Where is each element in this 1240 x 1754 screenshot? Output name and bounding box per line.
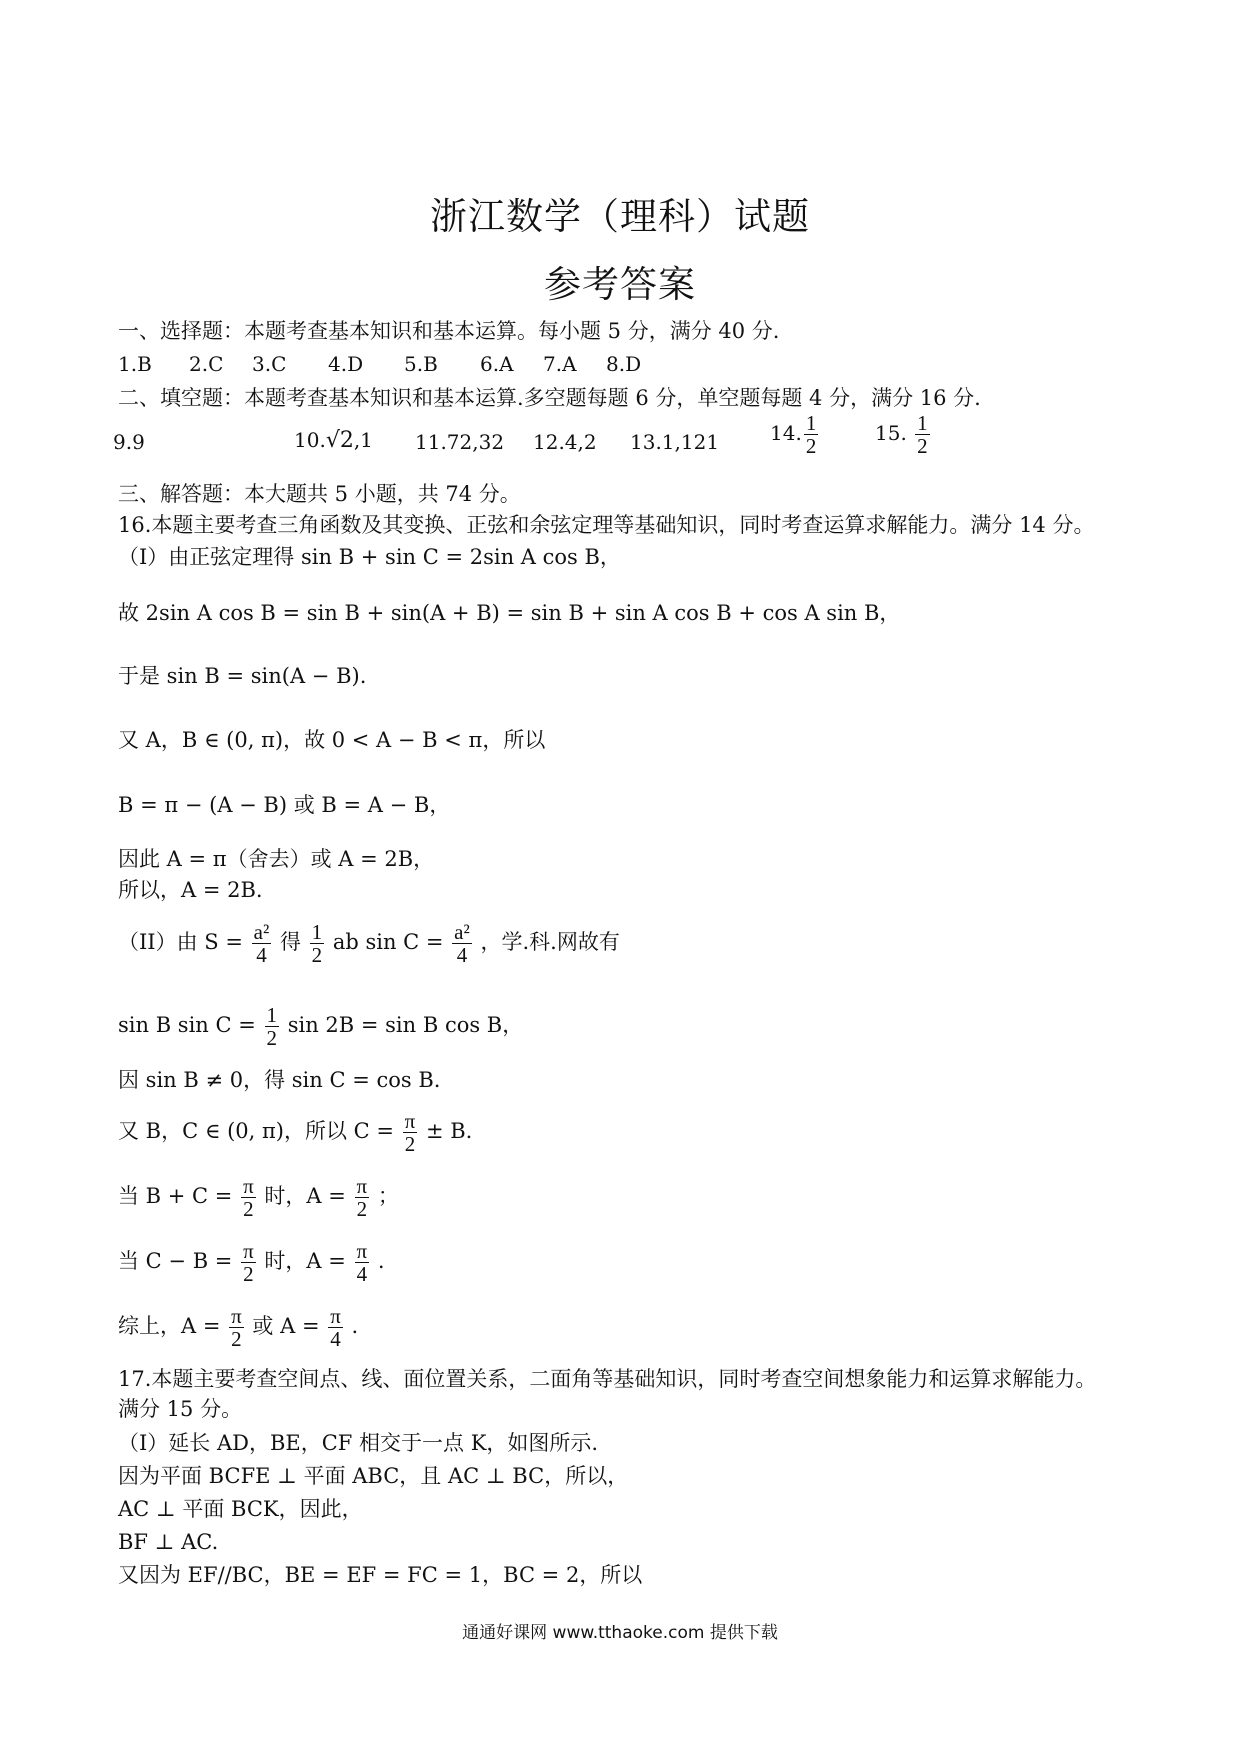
answer-8: 8.D (606, 352, 642, 376)
answer-4: 4.D (328, 352, 364, 376)
answer-5: 5.B (404, 352, 438, 376)
q16-line14: 综上，A = $\frac{\pi}{2}$ 或 A = $\frac{\pi}{4}$ . (118, 1304, 359, 1351)
section2-heading: 二、填空题：本题考查基本知识和基本运算.多空题每题 6 分，单空题每题 4 分，满分 16 分. (118, 386, 981, 410)
page-footer: 通通好课网 www.tthaoke.com 提供下载 (462, 1623, 778, 1643)
answer-6: 6.A (480, 352, 514, 376)
answer-13: 13.1,121 (630, 430, 720, 454)
q16-line8: （II）由 S = $\frac{\text{a²}}{4}$ 得 $\frac{1}{2}$ ab sin C = $\frac{\text{a²}}{4}$ ，学.科.网故有 (118, 920, 620, 967)
q16-line13: 当 C − B = $\frac{\pi}{2}$ 时，A = $\frac{\pi}{4}$ . (118, 1239, 385, 1286)
page-title: 浙江数学（理科）试题 (430, 195, 810, 238)
page-subtitle: 参考答案 (544, 263, 696, 306)
q16-line1: （I）由正弦定理得 sin B + sin C = 2sin A cos B， (118, 545, 621, 569)
answer-10: 10.√2,1 (294, 428, 373, 453)
q16-intro: 16.本题主要考查三角函数及其变换、正弦和余弦定理等基础知识，同时考查运算求解能力。满分 14 分。 (118, 513, 1095, 537)
answer-3: 3.C (252, 352, 287, 376)
answer-7: 7.A (543, 352, 577, 376)
q16-line2: 故 2sin A cos B = sin B + sin(A + B) = sin B + sin A cos B + cos A sin B， (118, 601, 901, 625)
q16-line6: 因此 A = π（舍去）或 A = 2B， (118, 847, 435, 871)
q17-line1: （I）延长 AD，BE，CF 相交于一点 K，如图所示. (118, 1431, 599, 1455)
answer-11: 11.72,32 (415, 430, 505, 454)
answer-12: 12.4,2 (533, 430, 597, 454)
q16-line10: 因 sin B ≠ 0，得 sin C = cos B. (118, 1068, 441, 1092)
q16-line12: 当 B + C = $\frac{\pi}{2}$ 时，A = $\frac{\pi}{2}$ ； (118, 1174, 399, 1221)
q17-line2: 因为平面 BCFE ⊥ 平面 ABC，且 AC ⊥ BC，所以， (118, 1464, 629, 1488)
answer-2: 2.C (189, 352, 224, 376)
answer-14: 14. $\frac{1}{2}$ (770, 411, 817, 458)
q16-line3: 于是 sin B = sin(A − B). (118, 664, 367, 688)
answer-1: 1.B (118, 352, 152, 376)
q17-intro-line1: 17.本题主要考查空间点、线、面位置关系，二面角等基础知识，同时考查空间想象能力和运算求解能力。 (118, 1367, 1097, 1391)
q16-line7: 所以，A = 2B. (118, 878, 263, 902)
q16-line5: B = π − (A − B) 或 B = A − B， (118, 793, 451, 817)
answer-9: 9.9 (113, 430, 145, 454)
section3-heading: 三、解答题：本大题共 5 小题，共 74 分。 (118, 482, 521, 506)
q17-intro-line2: 满分 15 分。 (118, 1397, 243, 1421)
q16-line4: 又 A，B ∈ (0, π)，故 0 < A − B < π，所以 (118, 728, 546, 752)
q16-line9: sin B sin C = $\frac{1}{2}$ sin 2B = sin B cos B， (118, 1003, 524, 1050)
answer-15: 15. $\frac{1}{2}$ (875, 411, 928, 458)
q16-line11: 又 B，C ∈ (0, π)，所以 C = $\frac{\pi}{2}$ ± B. (118, 1109, 473, 1156)
q17-line3: AC ⊥ 平面 BCK，因此， (118, 1497, 363, 1521)
q17-line4: BF ⊥ AC. (118, 1530, 219, 1554)
q17-line5: 又因为 EF//BC，BE = EF = FC = 1，BC = 2，所以 (118, 1563, 643, 1587)
section1-heading: 一、选择题：本题考查基本知识和基本运算。每小题 5 分，满分 40 分. (118, 319, 780, 343)
